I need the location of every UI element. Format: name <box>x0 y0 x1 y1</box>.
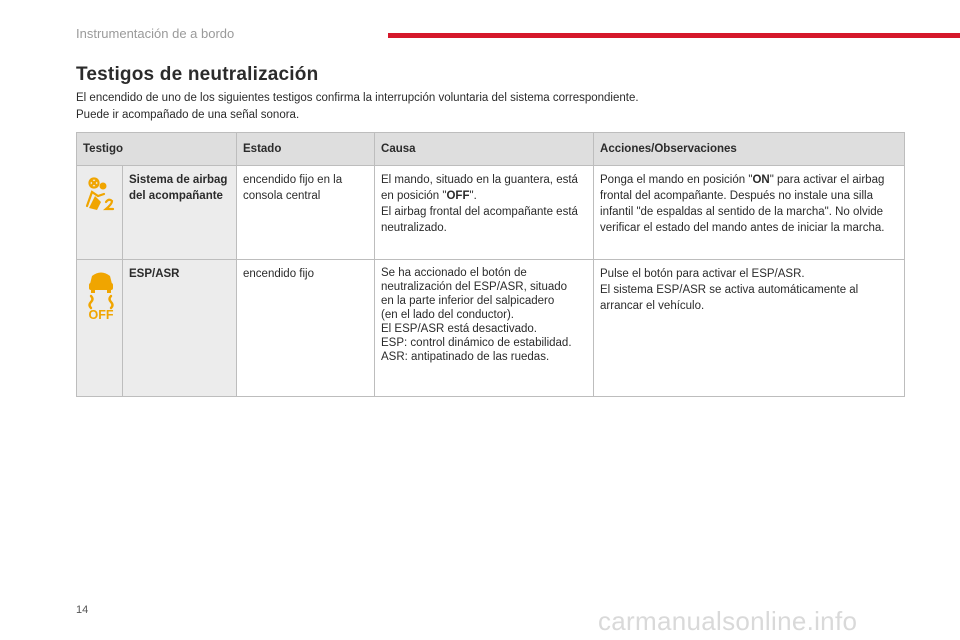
column-header-testigo: Testigo <box>77 133 237 166</box>
column-header-causa: Causa <box>375 133 594 166</box>
watermark: carmanualsonline.info <box>598 606 858 636</box>
causa-cell <box>375 260 594 397</box>
column-header-acciones: Acciones/Observaciones <box>594 133 905 166</box>
causa-text: El airbag frontal del acompañante está neutralizado. <box>381 206 578 234</box>
causa-text: El mando, situado en la guantera, está en posición "OFF". <box>381 174 578 202</box>
column-header-estado: Estado <box>237 133 375 166</box>
header-title: Instrumentación de a bordo <box>76 26 235 41</box>
causa-line: ESP: control dinámico de estabilidad. <box>381 337 572 349</box>
causa-line: ASR: antipatinado de las ruedas. <box>381 351 550 363</box>
causa-line: (en el lado del conductor). <box>381 309 514 321</box>
causa-line: neutralización del ESP/ASR, situado <box>381 281 568 293</box>
intro-text <box>76 90 639 124</box>
table-row <box>77 166 905 260</box>
intro-line: Puede ir acompañado de una señal sonora. <box>76 109 300 121</box>
icon-cell <box>77 260 123 397</box>
page-number: 14 <box>76 604 89 616</box>
accion-cell <box>594 166 905 260</box>
intro-line: El encendido de uno de los siguientes testigos confirma la interrupción voluntaria del sistema correspondiente. <box>76 92 639 104</box>
accion-text: El sistema ESP/ASR se activa automáticamente al arrancar el vehículo. <box>600 284 859 312</box>
indicator-table <box>76 132 905 397</box>
causa-line: El ESP/ASR está desactivado. <box>381 323 537 335</box>
header-accent-rule <box>388 33 960 38</box>
icon-cell <box>77 166 123 260</box>
estado-cell: encendido fijo en la consola central <box>237 166 375 260</box>
accion-cell <box>594 260 905 397</box>
accion-text: Ponga el mando en posición "ON" para activar el airbag frontal del acompañante. Después no instale una silla infantil "de espaldas al sentido de la marcha". No olvide verificar el estado del mando antes de iniciar la marcha. <box>600 174 885 234</box>
table-row <box>77 260 905 397</box>
airbag-off-icon <box>83 176 117 219</box>
causa-line: Se ha accionado el botón de <box>381 267 527 279</box>
table-header-row <box>77 133 905 166</box>
icon-label: OFF <box>88 308 114 320</box>
estado-cell: encendido fijo <box>237 260 375 397</box>
causa-line: en la parte inferior del salpicadero <box>381 295 555 307</box>
section-title: Testigos de neutralización <box>76 64 319 85</box>
system-name: Sistema de airbag del acompañante <box>123 166 237 260</box>
causa-cell <box>375 166 594 260</box>
accion-text: Pulse el botón para activar el ESP/ASR. <box>600 268 805 280</box>
system-name: ESP/ASR <box>123 260 237 397</box>
esp-off-icon <box>83 270 119 325</box>
